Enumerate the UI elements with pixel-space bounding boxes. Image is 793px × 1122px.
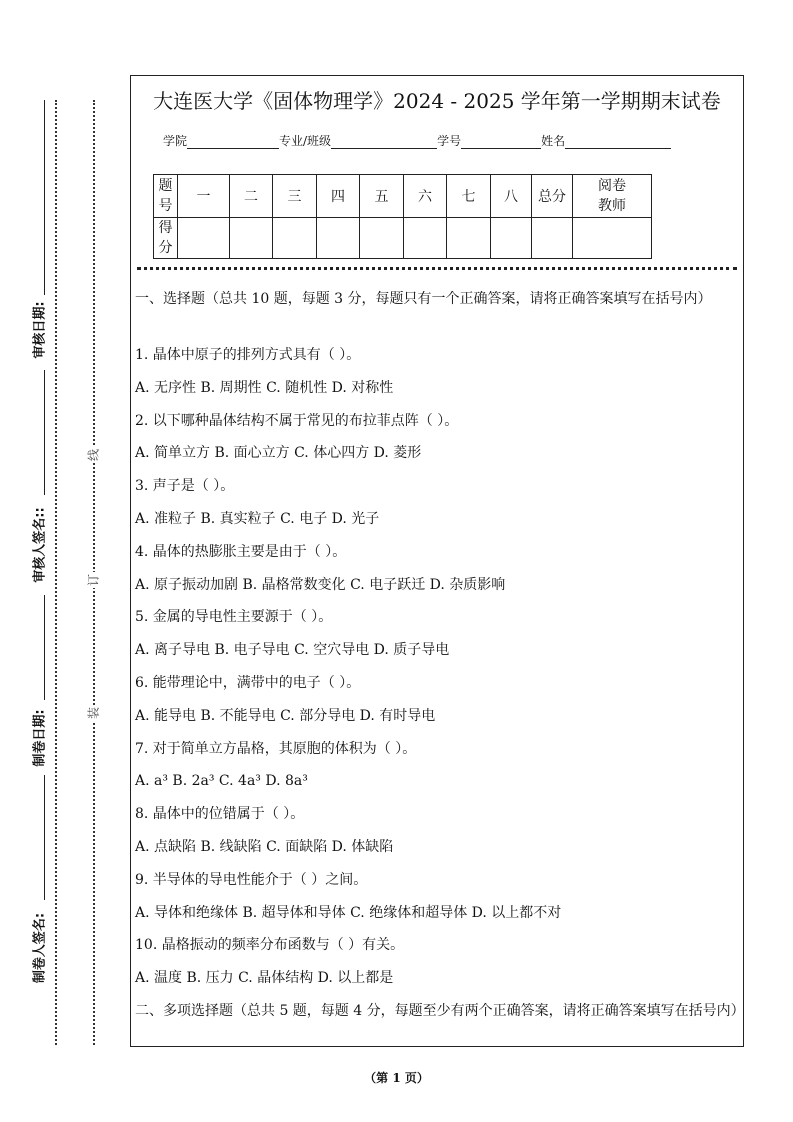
question-options: A. 点缺陷 B. 线缺陷 C. 面缺陷 D. 体缺陷 — [135, 838, 394, 855]
question-text: 2. 以下哪种晶体结构不属于常见的布拉菲点阵（ ）。 — [135, 412, 459, 429]
col-header: 三 — [273, 175, 317, 218]
question-options: A. 无序性 B. 周期性 C. 随机性 D. 对称性 — [135, 379, 394, 396]
question-options: A. 原子振动加剧 B. 晶格常数变化 C. 电子跃迁 D. 杂质影响 — [135, 576, 506, 593]
score-cell[interactable] — [404, 218, 447, 259]
question-options: A. 简单立方 B. 面心立方 C. 体心四方 D. 菱形 — [135, 445, 422, 462]
col-header: 一 — [178, 175, 230, 218]
reviewer-signature-label: 审核人签名:: — [32, 507, 48, 583]
score-cell[interactable] — [360, 218, 404, 259]
col-header: 五 — [360, 175, 404, 218]
dotted-separator — [137, 267, 737, 270]
student-id-label: 学号 — [437, 134, 462, 148]
question-text: 10. 晶格振动的频率分布函数与（ ）有关。 — [135, 937, 405, 954]
col-header-total: 总分 — [532, 175, 573, 218]
signature-line — [44, 100, 45, 295]
signature-line — [44, 595, 45, 700]
score-cell[interactable] — [317, 218, 360, 259]
score-cell[interactable] — [491, 218, 532, 259]
section1-heading: 一、选择题（总共 10 题，每题 3 分，每题只有一个正确答案，请将正确答案填写在括号内） — [135, 291, 712, 307]
score-cell[interactable] — [532, 218, 573, 259]
major-class-field[interactable] — [331, 134, 437, 149]
question-options: A. 能导电 B. 不能导电 C. 部分导电 D. 有时导电 — [135, 707, 436, 724]
review-date-label: 审核日期: — [32, 301, 48, 359]
score-cell[interactable] — [447, 218, 491, 259]
row-label-question: 题号 — [154, 175, 178, 218]
binding-char-zhuang: 装 — [86, 706, 101, 720]
question-options: A. 温度 B. 压力 C. 晶体结构 D. 以上都是 — [135, 970, 394, 987]
name-field[interactable] — [565, 134, 671, 149]
question-text: 7. 对于简单立方晶格，其原胞的体积为（ ）。 — [135, 740, 417, 757]
question-text: 5. 金属的导电性主要源于（ ）。 — [135, 609, 333, 626]
score-cell[interactable] — [273, 218, 317, 259]
college-field[interactable] — [187, 134, 279, 149]
question-text: 3. 声子是（ ）。 — [135, 478, 235, 495]
score-cell[interactable] — [178, 218, 230, 259]
page-number: （第 1 页） — [364, 1071, 429, 1085]
question-text: 4. 晶体的热膨胀主要是由于（ ）。 — [135, 543, 347, 560]
binding-dotted-line-outer — [55, 100, 57, 1045]
student-info — [163, 132, 671, 149]
col-header: 六 — [404, 175, 447, 218]
question-options: A. a³ B. 2a³ C. 4a³ D. 8a³ — [135, 773, 308, 790]
question-options: A. 准粒子 B. 真实粒子 C. 电子 D. 光子 — [135, 510, 380, 527]
paper-date-label: 制卷日期: — [32, 709, 48, 767]
page-title: 大连医大学《固体物理学》2024 - 2025 学年第一学期期末试卷 — [153, 89, 721, 113]
binding-char-xian: 线 — [86, 448, 101, 462]
question-options: A. 导体和绝缘体 B. 超导体和导体 C. 绝缘体和超导体 D. 以上都不对 — [135, 904, 562, 921]
question-text: 9. 半导体的导电性能介于（ ）之间。 — [135, 871, 368, 888]
question-text: 8. 晶体中的位错属于（ ）。 — [135, 806, 305, 823]
question-list — [135, 344, 739, 1000]
exam-content — [135, 288, 745, 1033]
major-class-label: 专业/班级 — [279, 134, 332, 148]
exam-frame — [130, 75, 744, 1047]
student-id-field[interactable] — [461, 134, 541, 149]
col-header: 七 — [447, 175, 491, 218]
col-header: 四 — [317, 175, 360, 218]
section2-heading: 二、多项选择题（总共 5 题，每题 4 分，每题至少有两个正确答案，请将正确答案填写在括号内） — [135, 1002, 745, 1019]
binding-char-ding: 订 — [86, 573, 101, 587]
signature-line — [44, 370, 45, 495]
question-options: A. 离子导电 B. 电子导电 C. 空穴导电 D. 质子导电 — [135, 642, 450, 659]
signature-line — [44, 775, 45, 900]
paper-maker-signature-label: 制卷人签名: — [32, 912, 48, 984]
col-header: 八 — [491, 175, 532, 218]
question-text: 1. 晶体中原子的排列方式具有（ ）。 — [135, 347, 361, 363]
score-cell[interactable] — [573, 218, 652, 259]
score-table — [153, 174, 652, 259]
col-header: 二 — [230, 175, 273, 218]
row-label-score: 得分 — [154, 218, 178, 259]
col-header-grader: 阅卷教师 — [573, 175, 652, 218]
question-text: 6. 能带理论中，满带中的电子（ ）。 — [135, 674, 361, 691]
college-label: 学院 — [163, 134, 188, 148]
name-label: 姓名 — [541, 134, 566, 148]
score-cell[interactable] — [230, 218, 273, 259]
